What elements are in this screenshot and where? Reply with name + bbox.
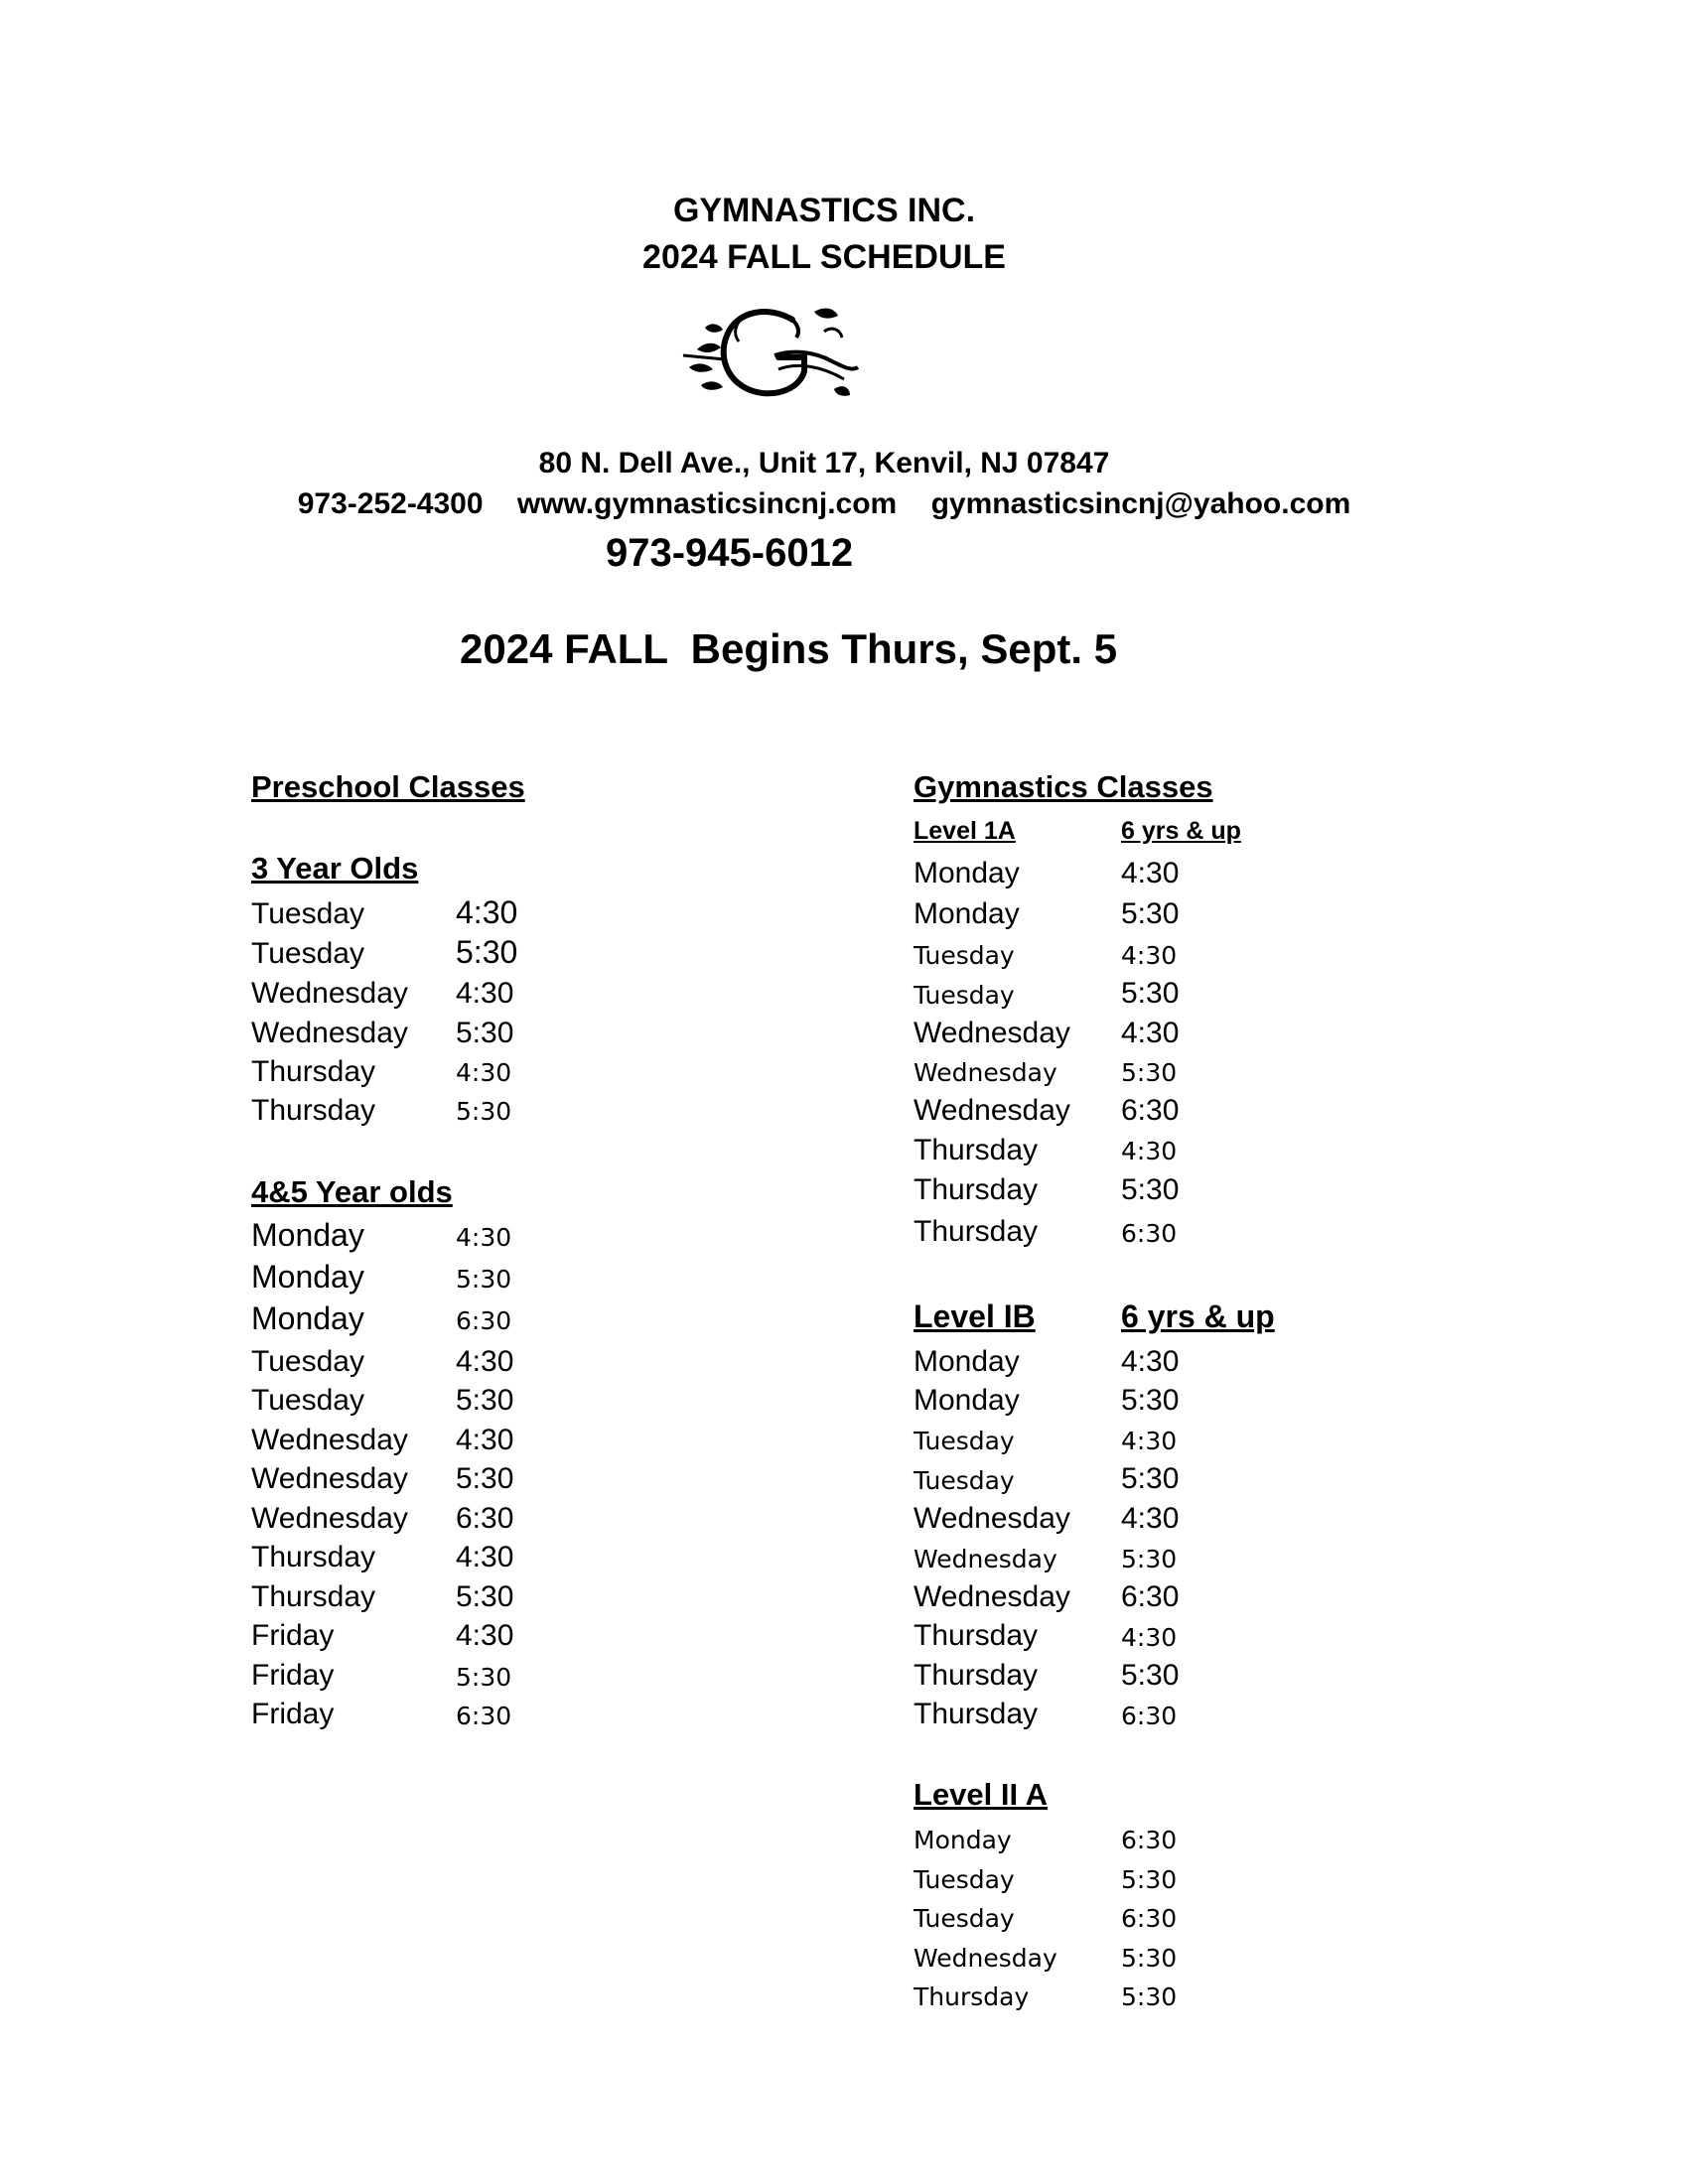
four-five-year-olds-heading: 4&5 Year olds [251,1174,453,1209]
list-item-time: 5:30 [456,1384,514,1417]
list-item-day: Monday [914,1826,1012,1854]
list-item-time: 4:30 [456,1619,514,1652]
list-item-day: Wednesday [914,1094,1070,1127]
list-item-time: 5:30 [1121,1982,1178,2011]
list-item-time: 4:30 [1121,1137,1178,1165]
list-item-day: Tuesday [914,1427,1015,1455]
list-item-day: Wednesday [914,1058,1057,1087]
list-item-day: Friday [251,1659,335,1692]
list-item-day: Wednesday [914,1545,1057,1573]
list-item-day: Wednesday [914,1017,1070,1049]
list-item-time: 6:30 [456,1306,512,1335]
list-item-time: 5:30 [1121,1659,1180,1692]
list-item-time: 6:30 [1121,1904,1178,1933]
list-item-day: Monday [251,1259,364,1295]
list-item-day: Wednesday [251,1424,408,1456]
list-item-day: Wednesday [251,1462,408,1495]
list-item-time: 6:30 [456,1502,514,1535]
list-item-time: 4:30 [1121,941,1178,970]
list-item-day: Monday [914,1345,1020,1378]
list-item-day: Monday [251,1217,364,1253]
schedule-title: 2024 FALL SCHEDULE [642,238,1006,276]
list-item-time: 5:30 [1121,897,1180,930]
list-item-time: 5:30 [456,1580,514,1613]
level-1a-heading: Level 1A [914,817,1016,845]
list-item-time: 5:30 [1121,1058,1178,1087]
list-item-time: 6:30 [1121,1094,1180,1127]
list-item-day: Thursday [914,1659,1039,1692]
list-item-day: Thursday [251,1055,376,1088]
list-item-time: 5:30 [456,1462,514,1495]
list-item-time: 5:30 [456,1017,514,1049]
list-item-day: Thursday [914,1698,1039,1730]
list-item-day: Thursday [251,1541,376,1573]
list-item-time: 4:30 [456,894,518,930]
gymnastics-classes-heading: Gymnastics Classes [914,769,1213,804]
list-item-day: Monday [251,1300,364,1336]
list-item-day: Thursday [914,1215,1039,1248]
contact-line [0,487,1648,521]
list-item-time: 6:30 [1121,1826,1178,1854]
list-item-day: Monday [914,857,1020,889]
list-item-day: Friday [251,1698,335,1730]
list-item-time: 5:30 [1121,1384,1180,1417]
list-item-time: 4:30 [1121,1017,1180,1049]
level-1b-age: 6 yrs & up [1121,1298,1275,1334]
list-item-day: Thursday [914,1134,1039,1166]
list-item-day: Tuesday [251,1345,364,1378]
list-item-day: Wednesday [251,977,408,1010]
level-2a-heading: Level II A [914,1777,1048,1812]
list-item-time: 5:30 [1121,1462,1180,1495]
list-item-day: Wednesday [914,1944,1057,1973]
list-item-time: 4:30 [456,1541,514,1573]
list-item-time: 4:30 [1121,1345,1180,1378]
list-item-time: 5:30 [456,934,518,970]
list-item-time: 5:30 [1121,1545,1178,1573]
list-item-time: 5:30 [456,1663,512,1692]
list-item-time: 5:30 [1121,1173,1180,1206]
list-item-day: Thursday [251,1580,376,1613]
level-1a-age: 6 yrs & up [1121,817,1241,845]
list-item-day: Wednesday [914,1580,1070,1613]
list-item-day: Tuesday [914,1865,1015,1894]
list-item-day: Tuesday [251,1384,364,1417]
list-item-day: Thursday [914,1619,1039,1652]
list-item-time: 5:30 [1121,1944,1178,1973]
list-item-time: 6:30 [1121,1219,1178,1248]
list-item-time: 4:30 [1121,857,1180,889]
list-item-time: 5:30 [456,1097,512,1126]
list-item-time: 5:30 [1121,977,1180,1010]
list-item-day: Wednesday [251,1017,408,1049]
list-item-day: Monday [914,1384,1020,1417]
email-link[interactable]: gymnasticsincnj@yahoo.com [930,487,1351,520]
preschool-classes-heading: Preschool Classes [251,769,525,804]
list-item-day: Thursday [914,1982,1030,2011]
list-item-time: 6:30 [456,1702,512,1730]
list-item-day: Thursday [914,1173,1039,1206]
ornate-g-logo-icon [675,298,864,407]
list-item-time: 6:30 [1121,1580,1180,1613]
list-item-time: 4:30 [1121,1427,1178,1455]
list-item-time: 4:30 [456,1424,514,1456]
list-item-day: Monday [914,897,1020,930]
list-item-day: Tuesday [914,1466,1015,1495]
list-item-time: 5:30 [456,1265,512,1294]
list-item-time: 4:30 [456,977,514,1010]
list-item-day: Friday [251,1619,335,1652]
list-item-day: Tuesday [251,897,364,930]
list-item-time: 4:30 [1121,1502,1180,1535]
list-item-time: 4:30 [456,1058,512,1087]
session-begins: 2024 FALL Begins Thurs, Sept. 5 [460,625,1118,672]
list-item-day: Tuesday [914,1904,1015,1933]
list-item-time: 5:30 [1121,1865,1178,1894]
level-1b-heading: Level IB [914,1298,1036,1334]
list-item-day: Wednesday [251,1502,408,1535]
list-item-time: 6:30 [1121,1702,1178,1730]
list-item-time: 4:30 [456,1345,514,1378]
website-link[interactable]: www.gymnasticsincnj.com [516,487,898,520]
phone: 973-252-4300 [297,487,484,520]
list-item-day: Tuesday [914,941,1015,970]
address: 80 N. Dell Ave., Unit 17, Kenvil, NJ 07847 [538,447,1110,479]
secondary-phone: 973-945-6012 [606,531,854,575]
org-name: GYMNASTICS INC. [672,192,976,229]
list-item-day: Thursday [251,1094,376,1127]
three-year-olds-heading: 3 Year Olds [251,851,419,886]
list-item-time: 4:30 [1121,1623,1178,1652]
list-item-day: Tuesday [251,937,364,970]
list-item-day: Tuesday [914,981,1015,1010]
list-item-day: Wednesday [914,1502,1070,1535]
list-item-time: 4:30 [456,1223,512,1252]
